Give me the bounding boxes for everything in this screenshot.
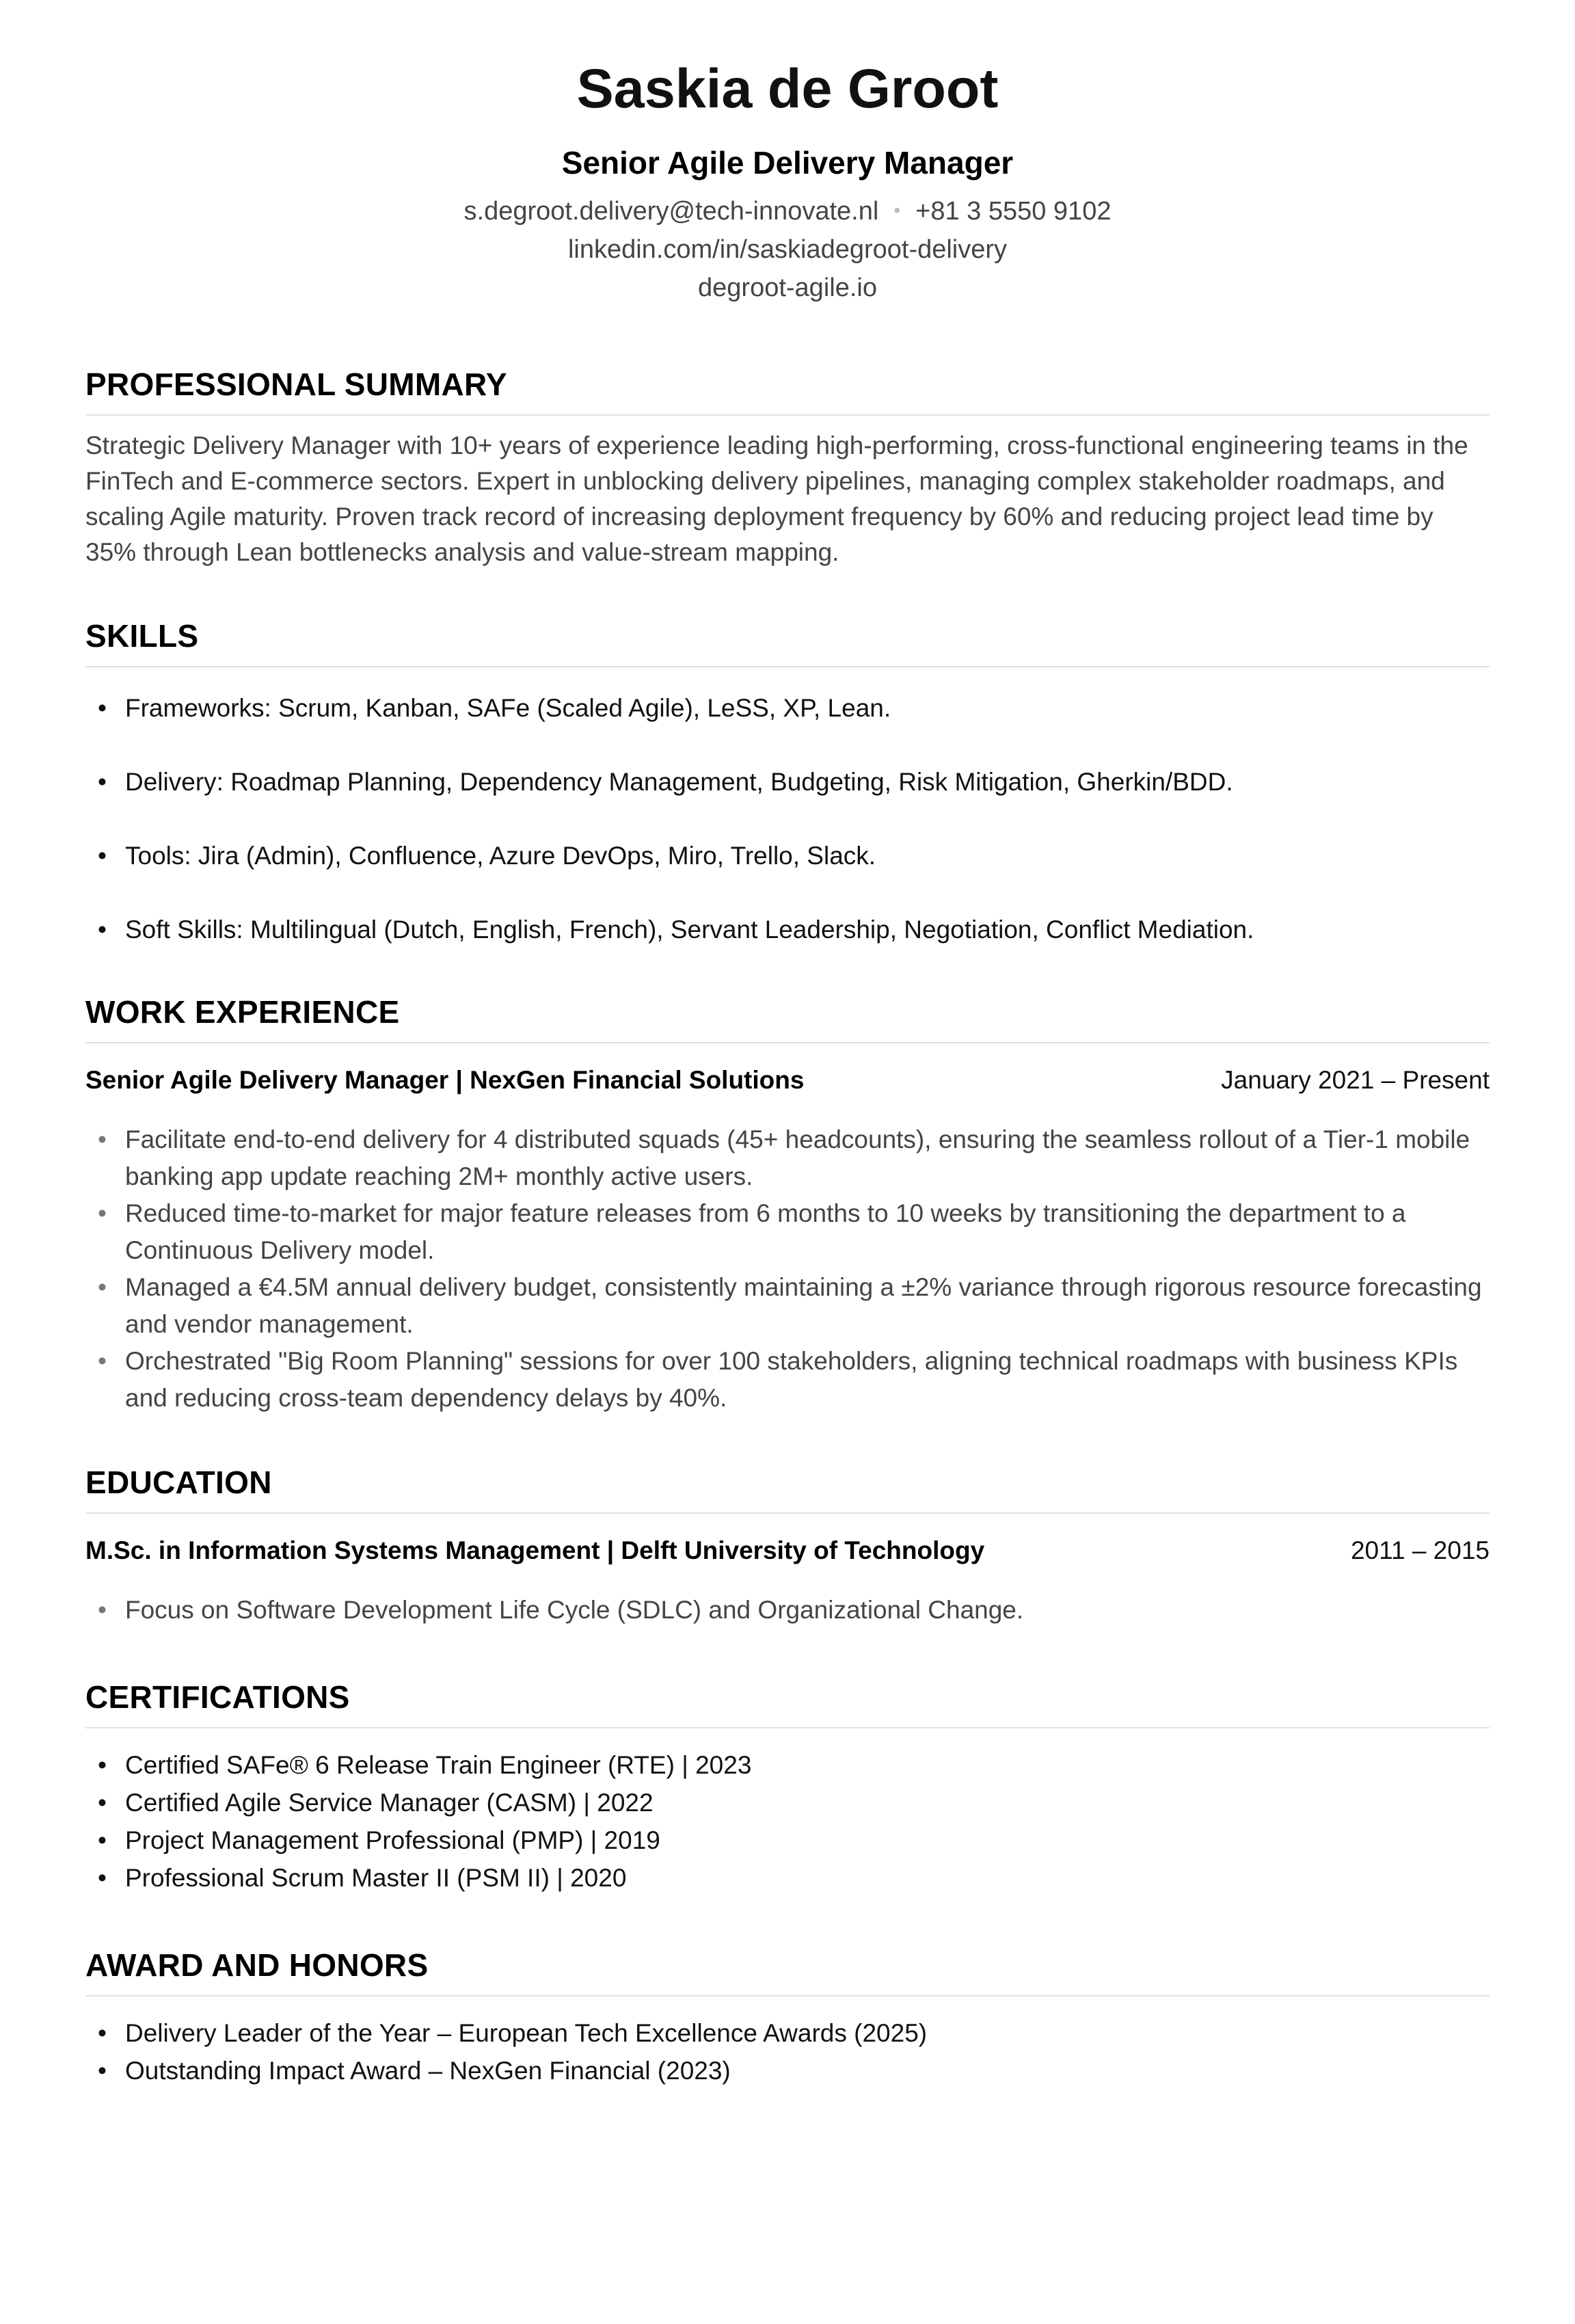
awards-section <box>85 1945 1490 2089</box>
job-title: Senior Agile Delivery Manager <box>561 145 1014 181</box>
candidate-name: Saskia de Groot <box>576 58 999 120</box>
skill-item: • Frameworks: Scrum, Kanban, SAFe (Scaled Agile), LeSS, XP, Lean. <box>85 691 1490 726</box>
degree: M.Sc. in Information Systems Management | Delft University of Technology <box>85 1536 985 1564</box>
certifications-list <box>85 1746 1490 1897</box>
contact-separator: • <box>893 200 901 221</box>
skill-item: • Tools: Jira (Admin), Confluence, Azure DevOps, Miro, Trello, Slack. <box>85 838 1490 874</box>
list-item: • Focus on Software Development Life Cycle (SDLC) and Organizational Change. <box>85 1592 1490 1629</box>
job-dates: January 2021 – Present <box>1221 1066 1490 1094</box>
website-link[interactable]: degroot-agile.io <box>698 273 877 302</box>
list-item: • Orchestrated "Big Room Planning" sessions for over 100 stakeholders, aligning technical roadmaps with business KPIs and reducing cross-team dependency delays by 40%. <box>85 1343 1490 1417</box>
contact-row <box>85 191 1490 230</box>
skill-item: • Soft Skills: Multilingual (Dutch, English, French), Servant Leadership, Negotiation, Conflict Mediation. <box>85 912 1490 948</box>
email-link[interactable]: s.degroot.delivery@tech-innovate.nl <box>463 197 879 226</box>
certification-item: • Project Management Professional (PMP) | 2019 <box>85 1821 1490 1859</box>
job-bullets <box>85 1121 1490 1417</box>
list-item: • Facilitate end-to-end delivery for 4 distributed squads (45+ headcounts), ensuring the seamless rollout of a Tier-1 mobile banking app update reaching 2M+ monthly active users. <box>85 1121 1490 1195</box>
summary-section <box>85 364 1490 570</box>
certification-item: • Certified SAFe® 6 Release Train Engineer (RTE) | 2023 <box>85 1746 1490 1784</box>
list-item: • Managed a €4.5M annual delivery budget, consistently maintaining a ±2% variance through rigorous resource forecasting and vendor management. <box>85 1269 1490 1343</box>
section-title-skills: SKILLS <box>85 615 1490 667</box>
education-section <box>85 1462 1490 1629</box>
list-item: • Reduced time-to-market for major feature releases from 6 months to 10 weeks by transitioning the department to a Continuous Delivery model. <box>85 1195 1490 1269</box>
summary-text: Strategic Delivery Manager with 10+ years of experience leading high-performing, cross-functional engineering teams in the FinTech and E-commerce sectors. Expert in unblocking delivery pipelines, managing complex stakeholder roadmaps, and scaling Agile maturity. Proven track record of increasing deployment frequency by 60% and reducing project lead time by 35% through Lean bottlenecks analysis and value-stream mapping. <box>85 431 1468 566</box>
certification-item: • Certified Agile Service Manager (CASM) | 2022 <box>85 1784 1490 1821</box>
award-item: • Delivery Leader of the Year – European Tech Excellence Awards (2025) <box>85 2014 1490 2052</box>
education-bullets <box>85 1592 1490 1629</box>
section-title-awards: AWARD AND HONORS <box>85 1945 1490 1996</box>
skills-section <box>85 615 1490 948</box>
education-header <box>85 1533 1490 1568</box>
job-role: Senior Agile Delivery Manager | NexGen Financial Solutions <box>85 1066 805 1094</box>
section-title-certifications: CERTIFICATIONS <box>85 1677 1490 1728</box>
skill-item: • Delivery: Roadmap Planning, Dependency Management, Budgeting, Risk Mitigation, Gherkin/BDD. <box>85 764 1490 800</box>
award-item: • Outstanding Impact Award – NexGen Financial (2023) <box>85 2052 1490 2089</box>
certification-item: • Professional Scrum Master II (PSM II) | 2020 <box>85 1859 1490 1897</box>
resume-header <box>85 0 1490 307</box>
section-title-summary: PROFESSIONAL SUMMARY <box>85 364 1490 416</box>
awards-list <box>85 2014 1490 2089</box>
phone-number: +81 3 5550 9102 <box>915 197 1112 226</box>
skills-list <box>85 691 1490 948</box>
linkedin-link[interactable]: linkedin.com/in/saskiadegroot-delivery <box>567 235 1008 264</box>
job-header <box>85 1063 1490 1098</box>
education-dates: 2011 – 2015 <box>1350 1536 1490 1564</box>
section-title-education: EDUCATION <box>85 1462 1490 1514</box>
experience-section <box>85 991 1490 1417</box>
section-title-experience: WORK EXPERIENCE <box>85 991 1490 1043</box>
certifications-section <box>85 1677 1490 1897</box>
